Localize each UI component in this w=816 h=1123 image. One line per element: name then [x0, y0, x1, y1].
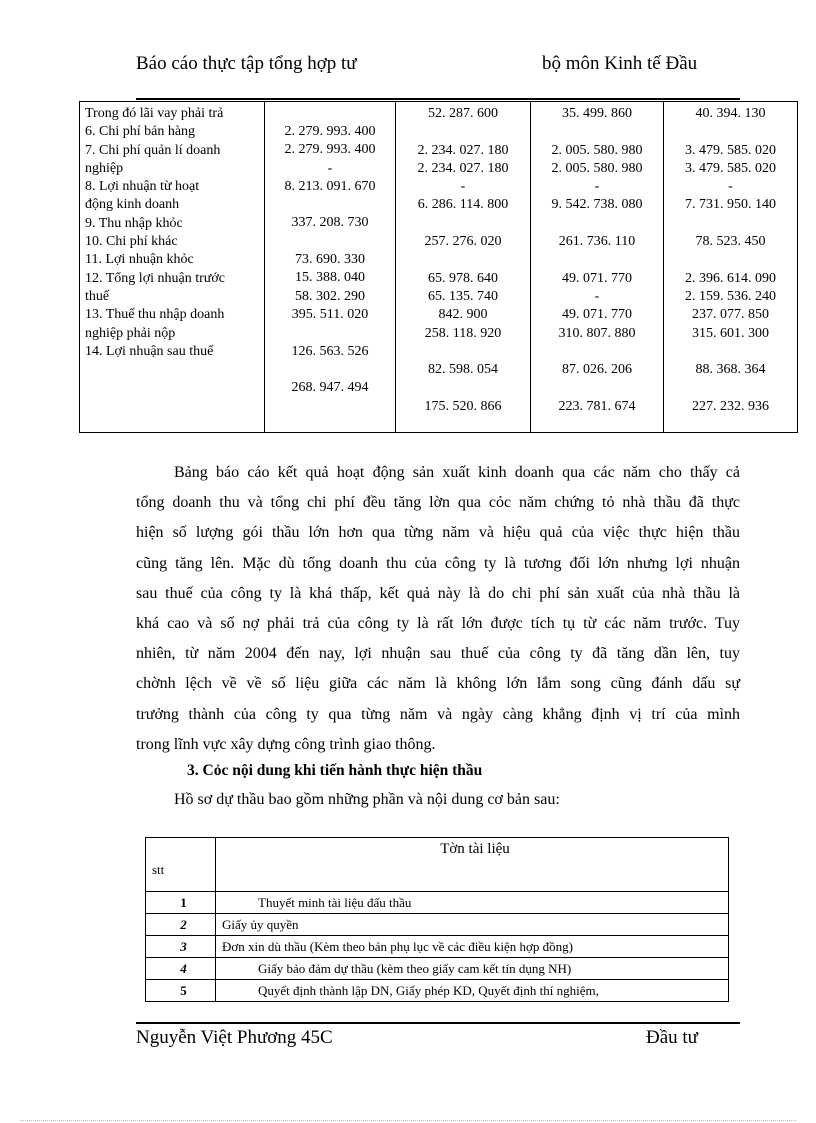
- value-cell: 87. 026. 206: [562, 362, 632, 378]
- row-label: 9. Thu nhập khỏc: [85, 215, 183, 231]
- value-cell: 2. 279. 993. 400: [284, 142, 376, 158]
- footer-divider: [136, 1022, 740, 1024]
- row-number: 3: [146, 936, 216, 958]
- value-cell: [531, 215, 663, 233]
- paragraph-line: tổng doanh thu và tổng chi phí đều tăng lờn qua cỏc năm chứng tỏ nhà thầu đã thực: [136, 494, 740, 512]
- value-cell: 315. 601. 300: [692, 325, 769, 341]
- row-label: 12. Tổng lợi nhuận trước: [85, 270, 225, 286]
- value-cell: 78. 523. 450: [695, 234, 766, 250]
- value-cell: 82. 598. 054: [428, 362, 498, 378]
- financial-table-year3-column: [531, 102, 664, 432]
- value-cell: 52. 287. 600: [428, 106, 498, 121]
- row-number: 5: [146, 980, 216, 1002]
- value-cell: 40. 394. 130: [695, 106, 766, 121]
- value-cell: 223. 781. 674: [558, 398, 636, 414]
- value-cell: 6. 286. 114. 800: [417, 197, 509, 213]
- row-number: 2: [146, 914, 216, 936]
- financial-table-labels-column: [80, 102, 265, 432]
- row-number: 1: [146, 892, 216, 914]
- value-cell: [664, 215, 797, 233]
- row-label: 10. Chi phí khác: [85, 234, 178, 250]
- value-cell: 175. 520. 866: [424, 398, 502, 414]
- value-cell: 7. 731. 950. 140: [685, 197, 776, 213]
- financial-table-year1-column: [265, 102, 396, 432]
- row-label: 8. Lợi nhuận từ hoạt: [85, 179, 200, 195]
- value-cell: [664, 251, 797, 269]
- intro-text: Hồ sơ dự thầu bao gồm những phần và nội dung cơ bản sau:: [174, 791, 560, 808]
- table-row: [146, 958, 729, 980]
- value-cell: 258. 118. 920: [424, 325, 502, 341]
- row-label: nghiệp phải nộp: [85, 325, 176, 341]
- paragraph-line: trưởng thành của công ty qua từng năm và ngày càng khẳng định vị trí của mình: [136, 705, 740, 723]
- value-cell: 268. 947. 494: [291, 380, 369, 396]
- value-cell: 9. 542. 738. 080: [551, 197, 643, 213]
- header-stt: stt: [146, 838, 216, 892]
- value-cell: [265, 196, 395, 214]
- footer-author: Nguyễn Việt Phương 45C: [136, 1027, 333, 1048]
- value-cell: [531, 379, 663, 397]
- row-label: 13. Thuế thu nhập doanh: [85, 307, 225, 323]
- paragraph-line: chờnh lệch về về số liệu giữa các năm là không lớn lắm song cũng đánh dấu sự: [136, 675, 740, 693]
- value-cell: 8. 213. 091. 670: [284, 178, 376, 194]
- table-row: [146, 936, 729, 958]
- value-cell: 49. 071. 770: [562, 270, 632, 286]
- document-list-table: [145, 837, 729, 1002]
- value-cell: 2. 005. 580. 980: [551, 142, 643, 158]
- value-cell: 2. 159. 536. 240: [685, 288, 776, 304]
- value-cell: 227. 232. 936: [692, 398, 769, 414]
- value-cell: 2. 279. 993. 400: [284, 124, 376, 139]
- value-cell: 395. 511. 020: [291, 306, 369, 322]
- financial-table-year2-column: [396, 102, 531, 432]
- value-cell: 2. 234. 027. 180: [417, 160, 509, 176]
- row-label: Trong đó lãi vay phải trả: [85, 106, 224, 121]
- paragraph-line: khá cao và số nợ phải trả của công ty là rất lớn được tích tụ từ các năm trước. Tuy: [136, 614, 740, 632]
- row-document: Giấy ủy quyền: [216, 914, 729, 936]
- analysis-paragraph: [136, 458, 740, 760]
- financial-table: [79, 101, 798, 433]
- value-cell: 58. 302. 290: [295, 288, 365, 304]
- value-cell: [396, 215, 530, 233]
- header-department: bộ môn Kinh tế Đầu: [542, 53, 698, 74]
- row-document: Quyết định thành lập DN, Giấy phép KD, Quyết định thí nghiệm,: [216, 980, 729, 1002]
- value-cell: [265, 233, 395, 251]
- value-cell: 3. 479. 585. 020: [685, 142, 776, 158]
- value-cell: 237. 077. 850: [692, 307, 769, 323]
- paragraph-line: cũng tăng lên. Mặc dù tổng doanh thu của công ty là tương đối lớn nhưng lợi nhuận: [136, 554, 740, 572]
- value-cell: [265, 361, 395, 379]
- value-cell: 73. 690. 330: [295, 252, 365, 268]
- table-row: [146, 980, 729, 1002]
- value-cell: [396, 123, 530, 141]
- value-cell: [664, 343, 797, 361]
- value-cell: -: [327, 160, 333, 176]
- value-cell: 126. 563. 526: [291, 343, 369, 359]
- header-document-name: Tờn tài liệu: [216, 838, 729, 892]
- value-cell: 261. 736. 110: [558, 234, 636, 250]
- row-document: Thuyết minh tài liệu đấu thầu: [216, 892, 729, 914]
- value-cell: 65. 135. 740: [428, 288, 498, 304]
- value-cell: [265, 324, 395, 342]
- value-cell: -: [594, 288, 600, 304]
- value-cell: 15. 388. 040: [295, 270, 365, 286]
- table-row: [146, 892, 729, 914]
- section-heading: 3. Cỏc nội dung khi tiến hành thực hiện thầu: [187, 762, 483, 779]
- paragraph-line: Bảng báo cáo kết quả hoạt động sản xuất kinh doanh qua các năm cho thấy cả: [174, 464, 740, 481]
- value-cell: 310. 807. 880: [558, 325, 636, 341]
- value-cell: [664, 123, 797, 141]
- paragraph-line: hiện số lượng gói thầu lớn hơn qua từng năm và hiệu quả của việc thực hiện thầu: [136, 524, 740, 542]
- value-cell: [396, 379, 530, 397]
- value-cell: 2. 005. 580. 980: [551, 160, 643, 176]
- value-cell: 49. 071. 770: [562, 307, 632, 323]
- value-cell: [664, 379, 797, 397]
- row-label: nghiệp: [85, 160, 124, 176]
- value-cell: 2. 396. 614. 090: [685, 270, 776, 286]
- paragraph-line: sau thuế của công ty là khá thấp, kết quả này là do chi phí sản xuất của nhà thầu là: [136, 584, 740, 602]
- value-cell: 3. 479. 585. 020: [685, 160, 776, 176]
- row-document: Giấy bảo đảm dự thầu (kèm theo giấy cam kết tín dụng NH): [216, 958, 729, 980]
- row-label: thuế: [85, 288, 110, 304]
- table-row: [146, 914, 729, 936]
- footer-major: Đầu tư: [646, 1027, 698, 1048]
- value-cell: [396, 343, 530, 361]
- header-divider: [136, 98, 740, 100]
- value-cell: -: [460, 179, 466, 195]
- value-cell: [531, 343, 663, 361]
- paragraph-line: nhiên, từ năm 2004 đến nay, lợi nhuận sau thuế của công ty đã tăng dần lên, tuy: [136, 645, 740, 663]
- value-cell: -: [728, 179, 733, 195]
- value-cell: 65. 978. 640: [428, 270, 498, 286]
- row-label: động kinh doanh: [85, 197, 180, 213]
- value-cell: 2. 234. 027. 180: [417, 142, 509, 158]
- value-cell: [396, 251, 530, 269]
- value-cell: 257. 276. 020: [424, 234, 502, 250]
- row-label: 6. Chi phí bán hàng: [85, 124, 196, 140]
- value-cell: -: [594, 179, 600, 195]
- value-cell: 88. 368. 364: [695, 362, 766, 378]
- value-cell: 842. 900: [438, 307, 488, 323]
- table-header-row: [146, 838, 729, 892]
- financial-table-year4-column: [664, 102, 797, 432]
- row-label: 14. Lợi nhuận sau thuế: [85, 343, 214, 359]
- page-bottom-edge: [20, 1120, 796, 1121]
- row-number: 4: [146, 958, 216, 980]
- paragraph-line: trong lĩnh vực xây dựng công trình giao thông.: [136, 735, 436, 753]
- value-cell: [531, 123, 663, 141]
- value-cell: 337. 208. 730: [291, 215, 369, 231]
- value-cell: [531, 251, 663, 269]
- value-cell: 35. 499. 860: [562, 106, 632, 121]
- row-document: Đơn xin dù thầu (Kèm theo bản phụ lục về các điều kiện hợp đồng): [216, 936, 729, 958]
- row-label: 11. Lợi nhuận khỏc: [85, 252, 194, 268]
- header-report-title: Báo cáo thực tập tổng hợp tư: [136, 53, 357, 74]
- row-label: 7. Chi phí quản lí doanh: [85, 142, 221, 158]
